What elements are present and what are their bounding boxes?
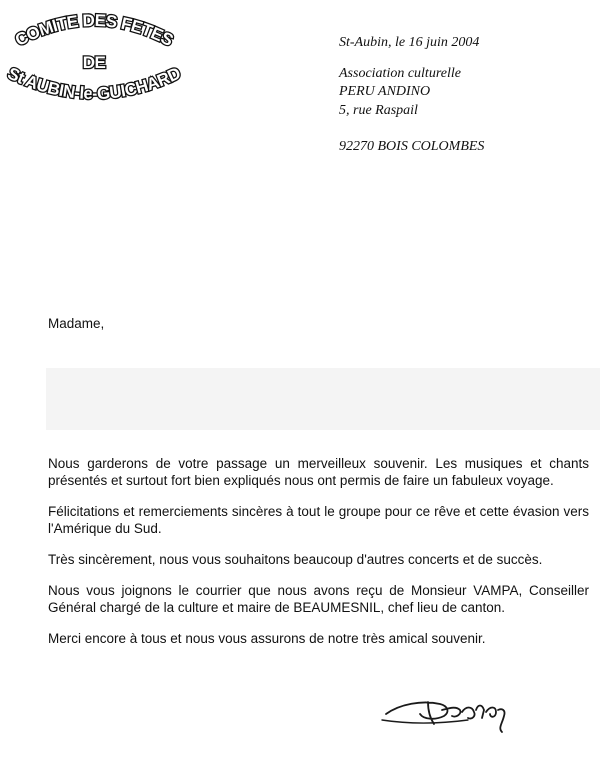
body-paragraph: Merci encore à tous et nous vous assurons de notre très amical souvenir. [48, 631, 486, 646]
recipient-city: 92270 BOIS COLOMBES [339, 139, 485, 154]
letterhead-line1: COMITE DES FETES [12, 10, 176, 50]
letter-body [48, 455, 589, 661]
address-block [339, 34, 484, 157]
body-paragraph: Très sincèrement, nous vous souhaitons beaucoup d'autres concerts et de succès. [48, 552, 543, 567]
letterhead-logo [2, 8, 186, 108]
salutation: Madame, [48, 316, 105, 331]
handwritten-signature [378, 680, 528, 740]
redacted-area [46, 368, 600, 430]
letterhead-line3: St AUBIN-le-GUICHARD [4, 63, 184, 104]
letterhead-line2: DE [82, 53, 106, 72]
recipient-line-1: Association culturelle [339, 65, 461, 81]
signature-icon [378, 680, 528, 740]
letter-date: St-Aubin, le 16 juin 2004 [339, 35, 480, 50]
body-paragraph: Félicitations et remerciements sincères à tout le groupe pour ce rêve et cette évasion vers l'Amérique du Sud. [48, 504, 589, 536]
body-paragraph: Nous vous joignons le courrier que nous avons reçu de Monsieur VAMPA, Conseiller Général chargé de la culture et maire de BEAUMESNIL, chef lieu de canton. [48, 583, 589, 615]
letterhead-stamp [2, 8, 186, 108]
body-paragraph: Nous garderons de votre passage un merveilleux souvenir. Les musiques et chants présentés et surtout fort bien expliqués nous ont permis de faire un fabuleux voyage. [48, 456, 589, 488]
recipient-line-3: 5, rue Raspail [339, 102, 418, 118]
recipient-line-2: PERU ANDINO [339, 84, 431, 99]
